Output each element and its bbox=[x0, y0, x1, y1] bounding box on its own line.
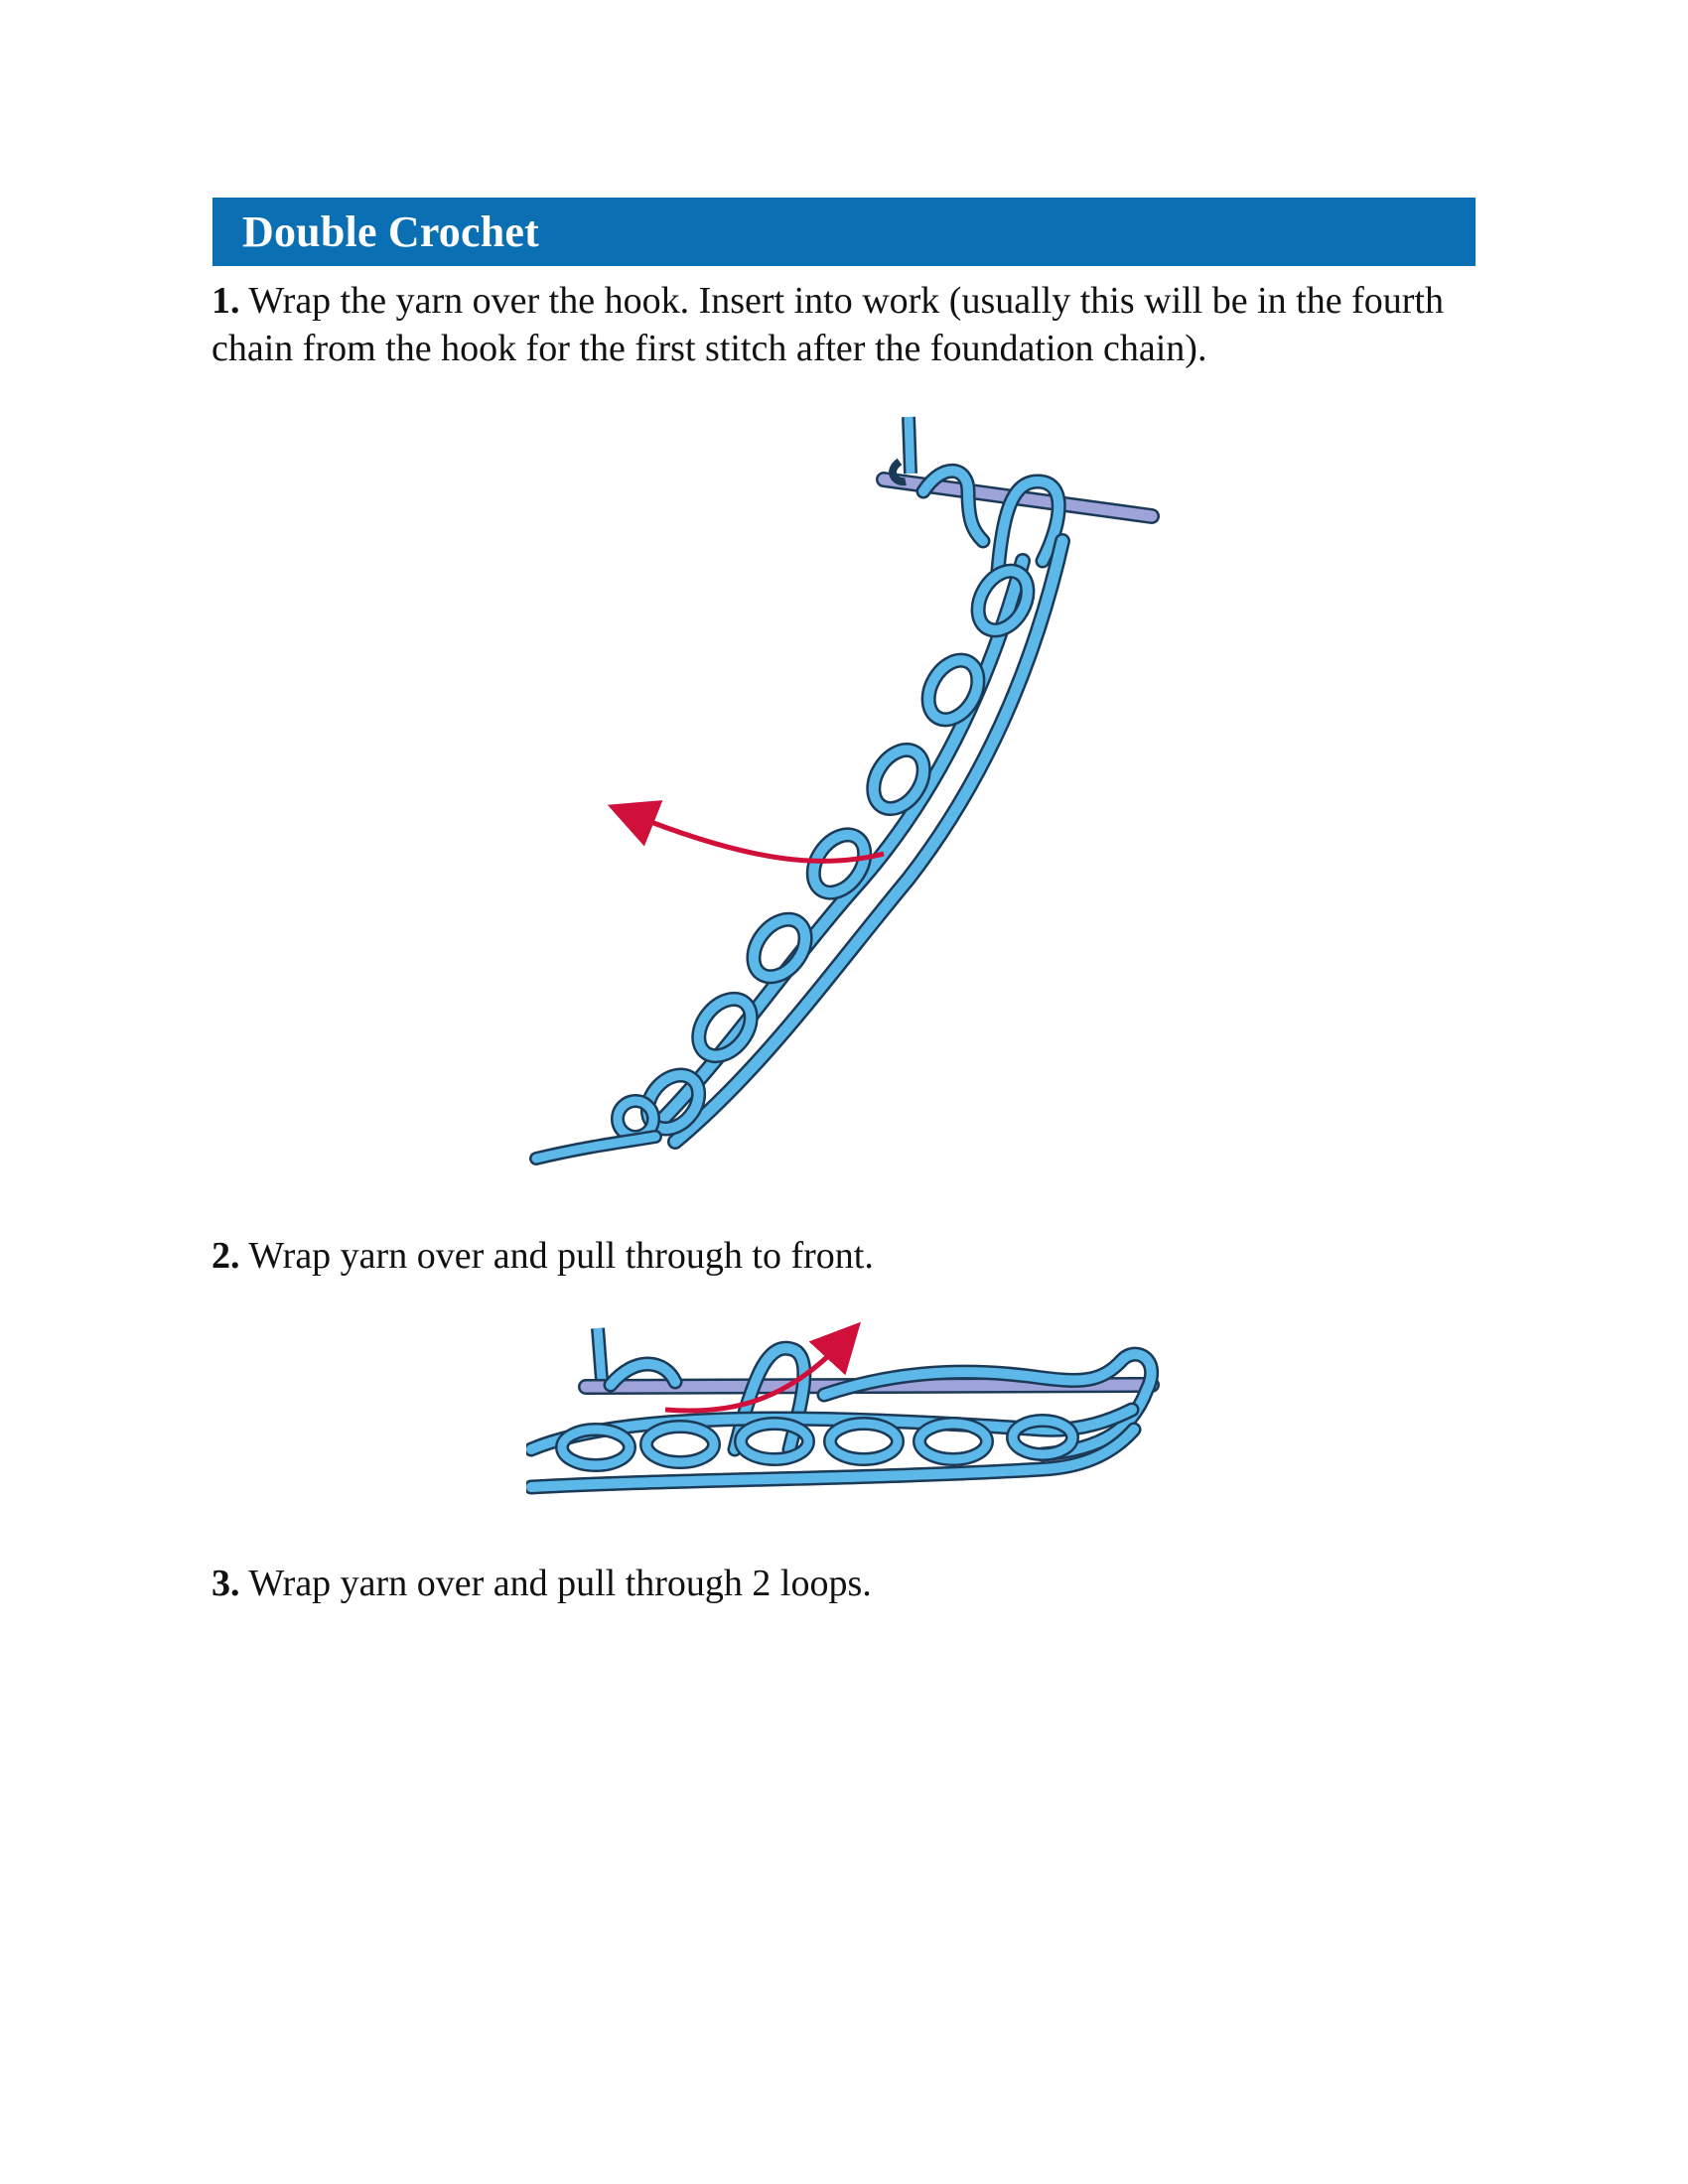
step-2-text: Wrap yarn over and pull through to front. bbox=[239, 1235, 874, 1277]
step-3-text: Wrap yarn over and pull through 2 loops. bbox=[239, 1563, 872, 1604]
step-3 bbox=[211, 1560, 1492, 1607]
step-1 bbox=[211, 277, 1492, 372]
step-2 bbox=[211, 1232, 1492, 1280]
crochet-yarn-over-pull-through-icon bbox=[526, 1320, 1162, 1509]
step-3-number: 3. bbox=[211, 1563, 240, 1604]
step-1-number: 1. bbox=[211, 280, 240, 322]
step-1-text: Wrap the yarn over the hook. Insert into work (usually this will be in the fourth chain from the hook for the first stitch after the foundation chain). bbox=[211, 280, 1444, 369]
step-2-number: 2. bbox=[211, 1235, 240, 1277]
page-title: Double Crochet bbox=[242, 207, 539, 256]
crochet-chain-hook-inserted-icon bbox=[526, 412, 1162, 1176]
section-header bbox=[212, 198, 1476, 266]
